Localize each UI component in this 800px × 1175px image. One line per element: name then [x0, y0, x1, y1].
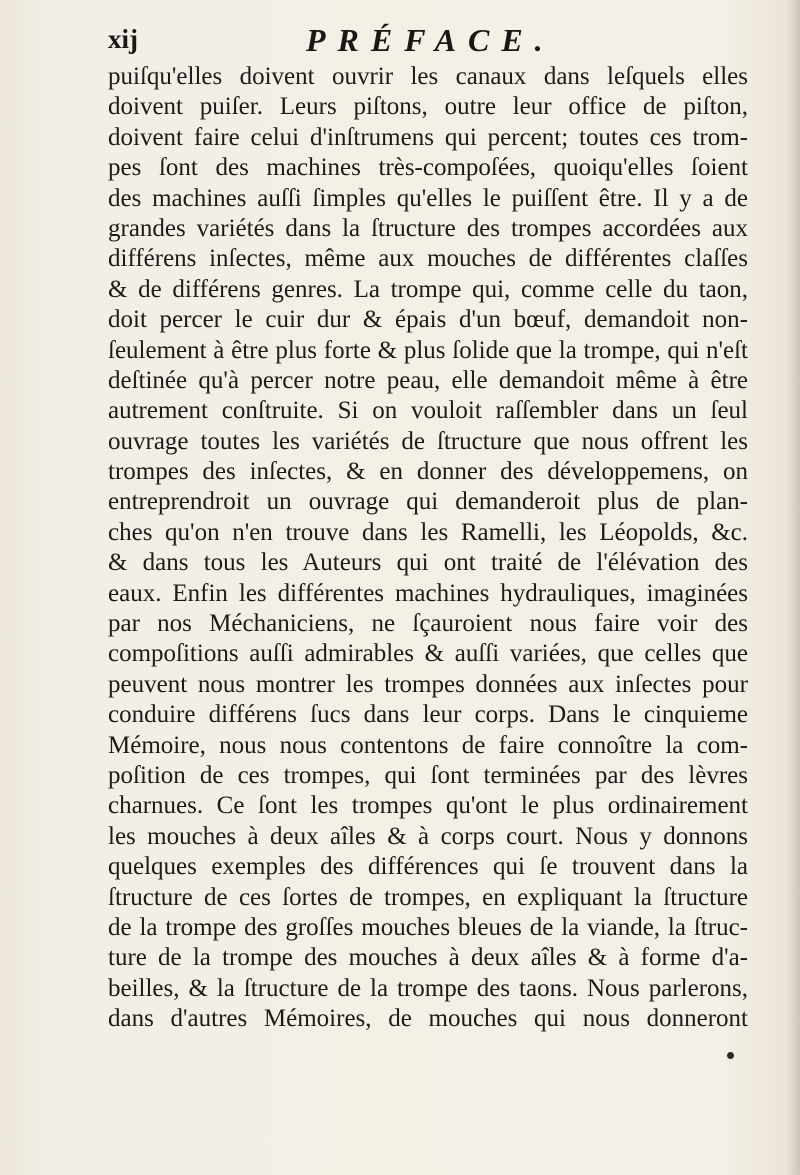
text-line: ſeulement à être plus forte & plus ſolide que la trompe, qui n'eſt — [108, 336, 748, 364]
text-line: ouvrage toutes les variétés de ſtructure que nous offrent les — [108, 427, 748, 455]
page-header — [108, 22, 748, 62]
text-line: grandes variétés dans la ſtructure des trompes accordées aux — [108, 214, 748, 242]
text-line: deſtinée qu'à percer notre peau, elle demandoit même à être — [108, 366, 748, 394]
text-line: & dans tous les Auteurs qui ont traité de l'élévation des — [108, 549, 748, 577]
text-line: entreprendroit un ouvrage qui demanderoit plus de plan- — [108, 488, 748, 516]
text-line: dans d'autres Mémoires, de mouches qui nous donneront — [108, 1005, 748, 1033]
text-line: autrement conſtruite. Si on vouloit raſſembler dans un ſeul — [108, 397, 748, 425]
page-edge-shadow — [786, 0, 800, 1175]
text-line: charnues. Ce ſont les trompes qu'ont le plus ordinairement — [108, 792, 748, 820]
text-line: eaux. Enfin les différentes machines hydrauliques, imaginées — [108, 579, 748, 607]
text-line: de la trompe des groſſes mouches bleues de la viande, la ſtruc- — [108, 913, 748, 941]
text-line: Mémoire, nous nous contentons de faire connoître la com- — [108, 731, 748, 759]
body-text — [108, 62, 748, 1035]
ink-dot — [727, 1052, 734, 1059]
text-line: quelques exemples des différences qui ſe trouvent dans la — [108, 853, 748, 881]
text-line: compoſitions auſſi admirables & auſſi variées, que celles que — [108, 640, 748, 668]
text-line: ture de la trompe des mouches à deux aîles & à forme d'a- — [108, 944, 748, 972]
text-line: doivent faire celui d'inſtrumens qui percent; toutes ces trom- — [108, 123, 748, 151]
text-line: des machines auſſi ſimples qu'elles le puiſſent être. Il y a de — [108, 184, 748, 212]
text-line: différens inſectes, même aux mouches de différentes claſſes — [108, 245, 748, 273]
text-line: trompes des inſectes, & en donner des développemens, on — [108, 458, 748, 486]
text-line: poſition de ces trompes, qui ſont terminées par des lèvres — [108, 761, 748, 789]
text-line: peuvent nous montrer les trompes données aux inſectes pour — [108, 670, 748, 698]
text-line: & de différens genres. La trompe qui, comme celle du taon, — [108, 275, 748, 303]
text-line: pes ſont des machines très-compoſées, quoiqu'elles ſoient — [108, 154, 748, 182]
text-line: les mouches à deux aîles & à corps court. Nous y donnons — [108, 822, 748, 850]
text-line: ches qu'on n'en trouve dans les Ramelli, les Léopolds, &c. — [108, 518, 748, 546]
text-line: puiſqu'elles doivent ouvrir les canaux dans leſquels elles — [108, 63, 748, 90]
text-line: conduire différens ſucs dans leur corps. Dans le cinquieme — [108, 701, 748, 729]
running-title: PRÉFACE. — [306, 22, 555, 58]
text-line: beilles, & la ſtructure de la trompe des taons. Nous parlerons, — [108, 974, 748, 1002]
text-line: doit percer le cuir dur & épais d'un bœuf, demandoit non- — [108, 306, 748, 334]
text-line: par nos Méchaniciens, ne ſçauroient nous faire voir des — [108, 610, 748, 638]
text-line: ſtructure de ces ſortes de trompes, en expliquant la ſtructure — [108, 883, 748, 911]
text-line: doivent puiſer. Leurs piſtons, outre leur office de piſton, — [108, 93, 748, 121]
page-number: xij — [108, 24, 138, 54]
